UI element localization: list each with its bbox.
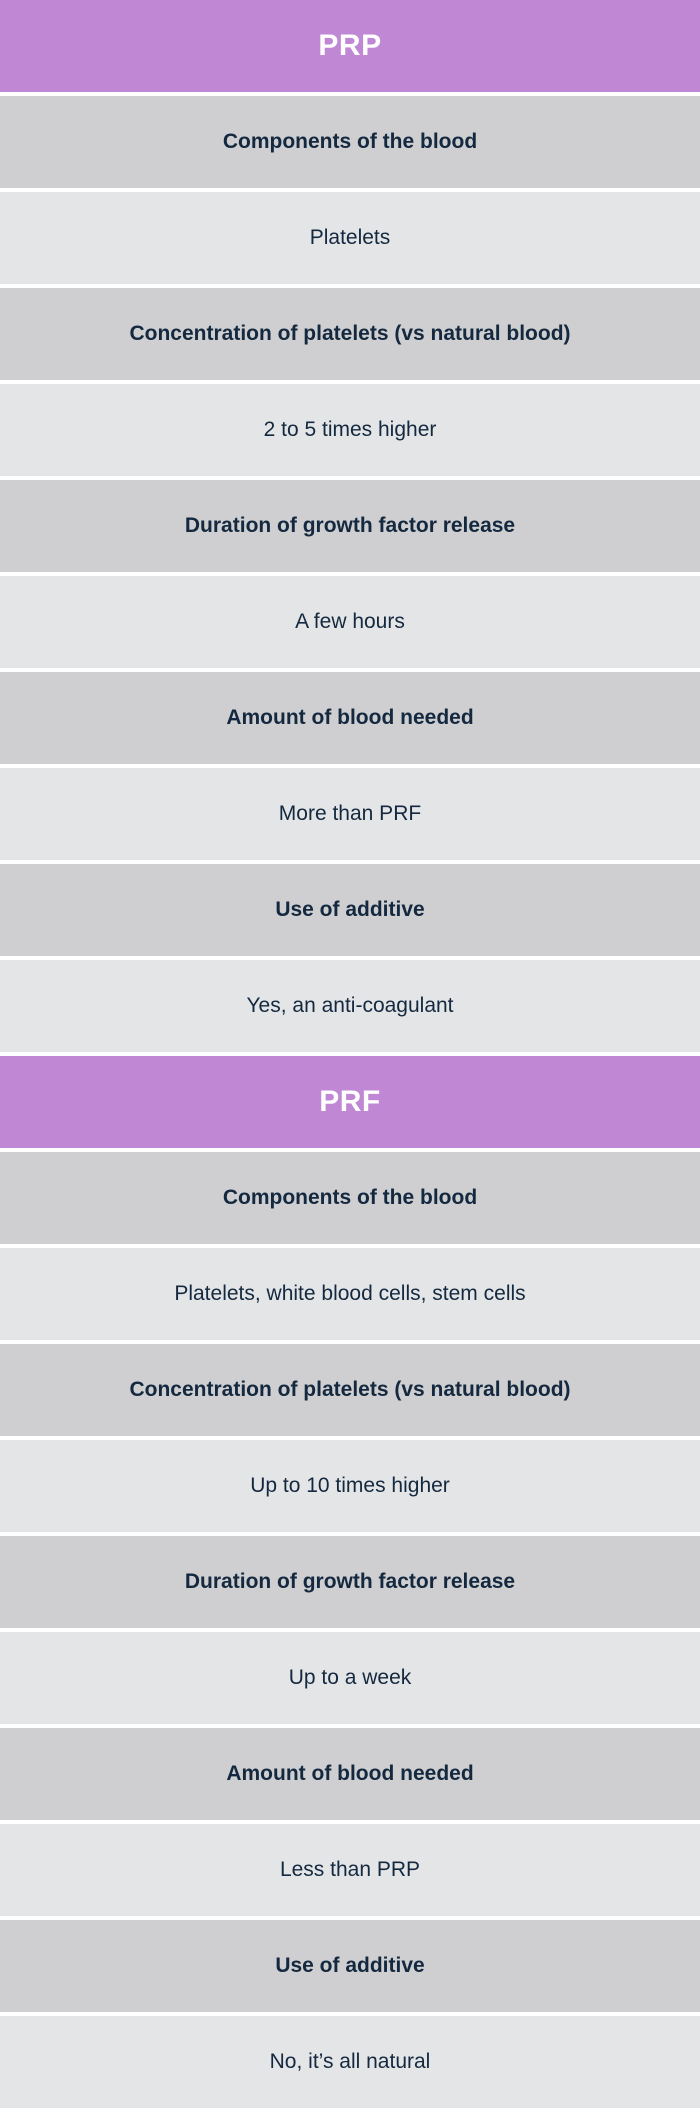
row-value: Yes, an anti-coagulant [0,960,700,1052]
section-prf [0,1056,700,2108]
row-label: Amount of blood needed [0,672,700,764]
row-value: Platelets [0,192,700,284]
row-label: Components of the blood [0,96,700,188]
row-label: Components of the blood [0,1152,700,1244]
row-value: More than PRF [0,768,700,860]
row-label: Use of additive [0,864,700,956]
row-label: Concentration of platelets (vs natural blood) [0,1344,700,1436]
section-title-prf: PRF [0,1056,700,1148]
section-title-prp: PRP [0,0,700,92]
row-value: Platelets, white blood cells, stem cells [0,1248,700,1340]
row-label: Use of additive [0,1920,700,2012]
row-label: Concentration of platelets (vs natural blood) [0,288,700,380]
row-label: Duration of growth factor release [0,1536,700,1628]
row-label: Amount of blood needed [0,1728,700,1820]
section-prp [0,0,700,1052]
row-value: Less than PRP [0,1824,700,1916]
row-value: No, it’s all natural [0,2016,700,2108]
row-label: Duration of growth factor release [0,480,700,572]
row-value: Up to 10 times higher [0,1440,700,1532]
row-value: Up to a week [0,1632,700,1724]
row-value: A few hours [0,576,700,668]
row-value: 2 to 5 times higher [0,384,700,476]
